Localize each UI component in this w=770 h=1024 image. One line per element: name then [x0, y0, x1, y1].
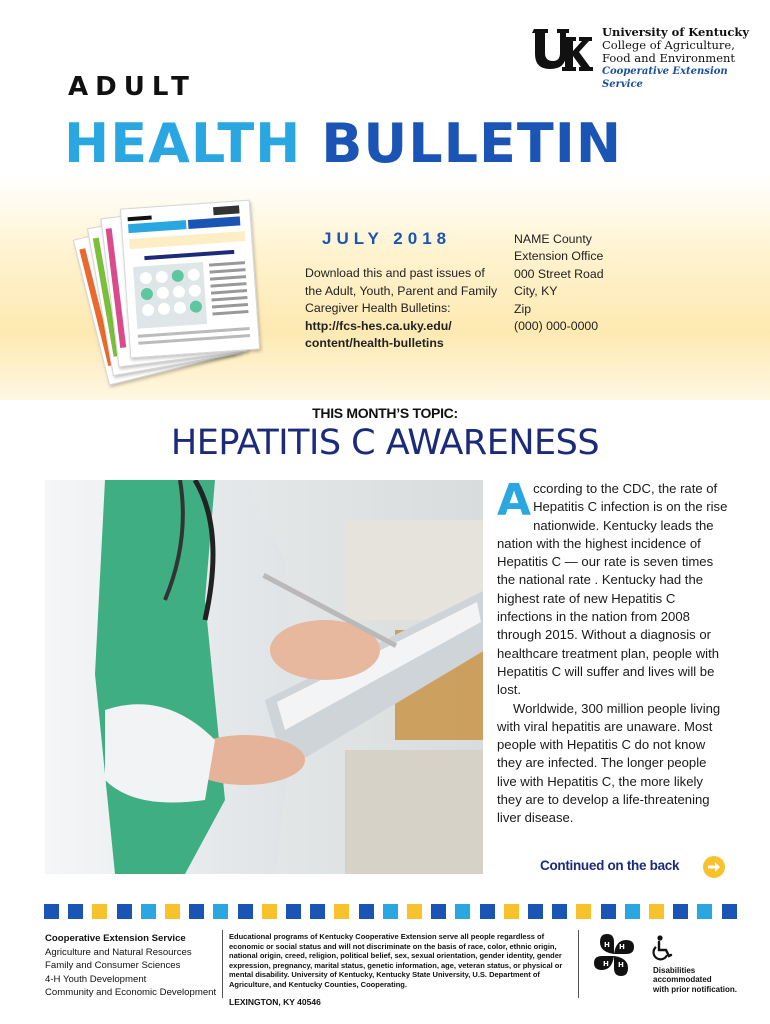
county-name: NAME County: [514, 232, 592, 246]
decorative-square: [431, 904, 446, 919]
decorative-square: [141, 904, 156, 919]
decorative-square: [576, 904, 591, 919]
program-item: Family and Consumer Sciences: [45, 960, 181, 972]
thumbnail-front: [120, 200, 260, 359]
disabilities-line-2: accommodated: [653, 975, 712, 985]
article-body: [497, 475, 729, 828]
bulletin-thumbnails: [85, 198, 280, 368]
decorative-square: [383, 904, 398, 919]
county-phone: (000) 000-0000: [514, 319, 599, 334]
disabilities-line-1: Disabilities: [653, 966, 696, 975]
article-paragraph-2: Worldwide, 300 million people living with viral hepatitis are unaware. Most people with Hepatitis C do not know they are infected. The longer people live with Hepatitis C, the more likely they are to develop a life-threatening liver disease.: [497, 700, 721, 826]
uk-college-name: [602, 26, 762, 91]
thumbnail-cover-icon: [121, 201, 259, 358]
decorative-square: [722, 904, 737, 919]
decorative-square: [480, 904, 495, 919]
decorative-square: [528, 904, 543, 919]
article-paragraph-1: [497, 475, 729, 700]
decorative-square: [601, 904, 616, 919]
decorative-square: [286, 904, 301, 919]
county-city: City, KY: [514, 284, 558, 299]
decorative-square: [455, 904, 470, 919]
program-item: Community and Economic Development: [45, 987, 217, 999]
disabilities-line-3: with prior notification.: [653, 984, 737, 994]
continued-link[interactable]: Continued on the back: [540, 858, 680, 873]
county-office-address: [514, 231, 714, 335]
footer-divider: [222, 930, 223, 998]
uk-logo-icon: [532, 27, 594, 73]
svg-text:H: H: [603, 960, 609, 968]
decorative-square: [359, 904, 374, 919]
decorative-square: [334, 904, 349, 919]
decorative-square: [92, 904, 107, 919]
uk-line-2: College of Agriculture,: [602, 38, 735, 52]
topic-label: THIS MONTH’S TOPIC:: [312, 405, 458, 421]
disabilities-notice: [653, 966, 753, 994]
svg-text:H: H: [604, 941, 610, 949]
uk-line-3: Food and Environment: [602, 51, 736, 65]
arrow-right-circle-icon[interactable]: [703, 856, 725, 878]
decorative-square: [649, 904, 664, 919]
download-info: [305, 265, 500, 353]
download-text: Download this and past issues of the Adult, Youth, Parent and Family Caregiver Health Bulletins:: [305, 266, 498, 315]
footer-divider: [578, 930, 579, 998]
svg-text:H: H: [618, 961, 624, 969]
decorative-square: [504, 904, 519, 919]
decorative-square: [165, 904, 180, 919]
topic-title: HEPATITIS C AWARENESS: [170, 423, 600, 463]
uk-line-4: Cooperative Extension Service: [602, 66, 728, 90]
program-item: Agriculture and Natural Resources: [45, 946, 192, 958]
title-adult: ADULT: [68, 72, 196, 102]
four-h-clover-icon: [588, 930, 640, 982]
decorative-square: [407, 904, 422, 919]
decorative-square: [68, 904, 83, 919]
footer-location: LEXINGTON, KY 40546: [229, 996, 321, 1007]
title-bulletin: BULLETIN: [321, 112, 623, 175]
issue-month: JULY 2018: [322, 229, 452, 248]
wheelchair-access-icon: [651, 935, 675, 961]
title-health: HEALTH: [64, 112, 302, 175]
svg-text:H: H: [619, 943, 625, 951]
decorative-squares-row: [44, 904, 730, 920]
doctor-clipboard-photo: [45, 480, 483, 874]
decorative-square: [213, 904, 228, 919]
uk-line-1: University of Kentucky: [602, 25, 750, 39]
page-title: [64, 112, 622, 175]
county-zip: Zip: [514, 301, 532, 316]
decorative-square: [238, 904, 253, 919]
decorative-square: [625, 904, 640, 919]
nondiscrimination-statement: [229, 932, 569, 1007]
decorative-square: [44, 904, 59, 919]
bulletin-url-line-2[interactable]: content/health-bulletins: [305, 336, 444, 350]
article-paragraph-1-text: ccording to the CDC, the rate of Hepatitis C infection is on the rise nationwide. Kentucky leads the nation with the highest incidence of Hepatitis C — our rate is seven times the national rate . Kentucky had the highest rate of new Hepatitis C infections in the nation from 2008 through 2015. Without a diagnosis or healthcare treatment plan, people with Hepatitis C will suffer and lives will be lost.: [497, 481, 728, 698]
county-street: 000 Street Road: [514, 266, 604, 281]
decorative-square: [262, 904, 277, 919]
decorative-square: [697, 904, 712, 919]
decorative-square: [189, 904, 204, 919]
extension-programs-list: [45, 932, 220, 1000]
decorative-square: [310, 904, 325, 919]
bulletin-url-line-1[interactable]: http://fcs-hes.ca.uky.edu/: [305, 318, 452, 333]
program-item: 4-H Youth Development: [45, 973, 147, 985]
decorative-square: [117, 904, 132, 919]
county-office: Extension Office: [514, 249, 604, 264]
statement-text: Educational programs of Kentucky Cooperative Extension serve all people regardless of economic or social status and will not discriminate on the basis of race, color, ethnic origin, national origin, creed, religion, political belief, sex, sexual orientation, gender identity, gender expression, pregnancy, marital status, genetic information, age, veteran status, or physical or mental disability. University of Kentucky, Kentucky State University, U.S. Department of Agriculture, and Kentucky Counties, Cooperating.: [229, 932, 563, 989]
decorative-square: [552, 904, 567, 919]
extension-heading: Cooperative Extension Service: [45, 933, 186, 944]
decorative-square: [673, 904, 688, 919]
article-dropcap: A: [497, 475, 532, 526]
